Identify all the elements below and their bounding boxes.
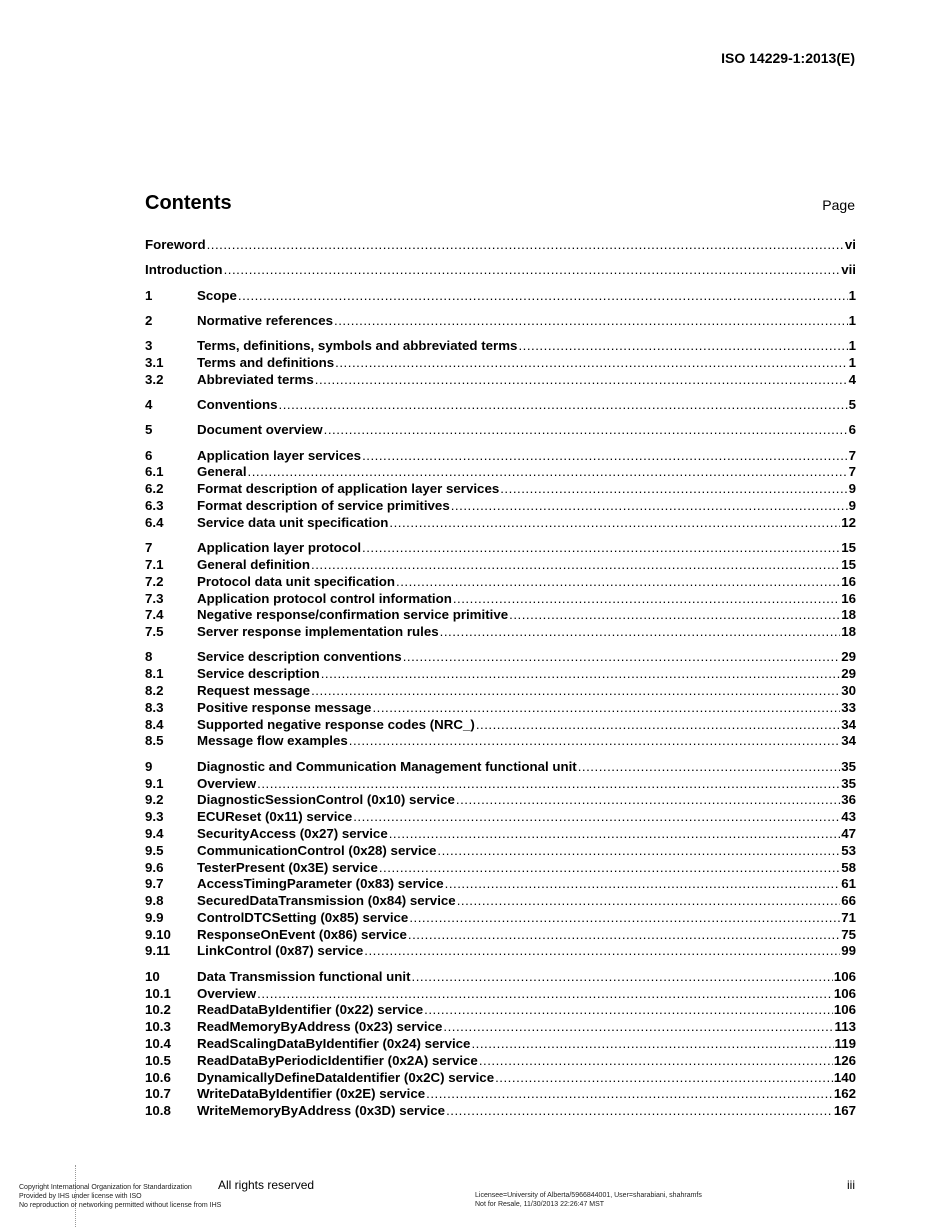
toc-entry[interactable] [145, 649, 856, 666]
toc-entry-number: 7.5 [145, 624, 164, 640]
toc-entry-page: 1 [848, 287, 856, 303]
toc-entry-title: ECUReset (0x11) service [197, 809, 353, 825]
toc-entry[interactable] [145, 237, 856, 254]
toc-entry-page: 53 [841, 842, 856, 858]
toc-entry-title: SecuredDataTransmission (0x84) service [197, 893, 456, 909]
toc-entry[interactable] [145, 683, 856, 700]
toc-entry[interactable] [145, 372, 856, 389]
toc-dot-leader [257, 986, 833, 1003]
toc-entry-page: 140 [833, 1069, 856, 1085]
toc-dot-leader [372, 700, 840, 717]
toc-entry-page: 162 [833, 1086, 856, 1102]
toc-entry-title: ReadScalingDataByIdentifier (0x24) service [197, 1035, 471, 1051]
toc-dot-leader [445, 876, 841, 893]
toc-entry-number: 4 [145, 397, 153, 413]
toc-entry-number: 6 [145, 447, 153, 463]
toc-entry[interactable] [145, 700, 856, 717]
toc-entry-page: 6 [848, 422, 856, 438]
toc-entry[interactable] [145, 355, 856, 372]
toc-entry-number: 3.1 [145, 354, 164, 370]
toc-dot-leader [353, 809, 840, 826]
toc-entry-title: Supported negative response codes (NRC_) [197, 716, 475, 732]
toc-dot-leader [349, 733, 840, 750]
toc-dot-leader [403, 649, 841, 666]
toc-entry-number: 3 [145, 338, 153, 354]
toc-entry[interactable] [145, 969, 856, 986]
toc-entry-number: 7.4 [145, 607, 164, 623]
toc-entry-number: 3.2 [145, 371, 164, 387]
footer-copyright-block [19, 1183, 221, 1210]
contents-heading: Contents [145, 192, 232, 214]
toc-entry[interactable] [145, 759, 856, 776]
toc-entry-number: 8.1 [145, 666, 164, 682]
toc-entry-number: 10.6 [145, 1069, 171, 1085]
toc-entry-title: Message flow examples [197, 733, 348, 749]
toc-entry-page: 18 [841, 624, 856, 640]
toc-group-gap [145, 389, 856, 398]
toc-entry-title: Application protocol control information [197, 590, 452, 606]
toc-entry-number: 10.4 [145, 1035, 171, 1051]
toc-entry-page: 34 [841, 733, 856, 749]
toc-entry-number: 8.5 [145, 733, 164, 749]
toc-entry-number: 9.3 [145, 809, 164, 825]
toc-entry[interactable] [145, 666, 856, 683]
toc-entry-page: vi [844, 237, 856, 252]
toc-entry[interactable] [145, 464, 856, 481]
toc-entry-title: Service description [197, 666, 320, 682]
toc-dot-leader [456, 792, 840, 809]
toc-entry-number: 9.2 [145, 792, 164, 808]
toc-dot-leader [248, 464, 848, 481]
toc-entry-page: 16 [841, 573, 856, 589]
toc-entry-page: 66 [841, 893, 856, 909]
toc-entry-number: 6.3 [145, 498, 164, 514]
toc-entry[interactable] [145, 1103, 856, 1120]
toc-dot-leader [311, 683, 840, 700]
toc-entry-title: ReadDataByIdentifier (0x22) service [197, 1002, 424, 1018]
toc-entry-number: 9.5 [145, 842, 164, 858]
toc-entry-title: CommunicationControl (0x28) service [197, 842, 437, 858]
toc-entry-page: 15 [841, 556, 856, 572]
toc-dot-leader [518, 338, 847, 355]
toc-entry-title: Service data unit specification [197, 514, 389, 530]
toc-entry[interactable] [145, 481, 856, 498]
toc-dot-leader [321, 666, 841, 683]
toc-dot-leader [495, 1070, 833, 1087]
toc-entry-title: SecurityAccess (0x27) service [197, 825, 388, 841]
toc-entry[interactable] [145, 607, 856, 624]
toc-entry-number: 10.1 [145, 985, 171, 1001]
toc-entry[interactable] [145, 843, 856, 860]
toc-entry-page: 71 [841, 909, 856, 925]
toc-group-gap [145, 439, 856, 448]
toc-entry-number: 6.2 [145, 481, 164, 497]
toc-entry-number: 8 [145, 649, 153, 665]
toc-entry-page: 29 [841, 649, 856, 665]
toc-entry[interactable] [145, 313, 856, 330]
toc-entry-page: 9 [848, 498, 856, 514]
toc-entry-number: 10.3 [145, 1019, 171, 1035]
toc-dot-leader [412, 969, 833, 986]
toc-entry-page: 35 [841, 758, 856, 774]
toc-group-gap [145, 279, 856, 288]
toc-group-gap [145, 641, 856, 650]
toc-entry[interactable] [145, 498, 856, 515]
toc-entry-page: 15 [841, 540, 856, 556]
toc-group-gap [145, 960, 856, 969]
toc-entry-title: ResponseOnEvent (0x86) service [197, 926, 407, 942]
toc-entry-title: Protocol data unit specification [197, 573, 395, 589]
toc-entry-page: 5 [848, 397, 856, 413]
toc-entry[interactable] [145, 574, 856, 591]
toc-dot-leader [389, 826, 840, 843]
table-of-contents [145, 237, 856, 1120]
toc-dot-leader [426, 1086, 833, 1103]
toc-group-gap [145, 304, 856, 313]
toc-entry[interactable] [145, 1002, 856, 1019]
toc-dot-leader [578, 759, 840, 776]
toc-entry-page: 106 [833, 968, 856, 984]
toc-entry[interactable] [145, 422, 856, 439]
toc-entry-page: 1 [848, 338, 856, 354]
footer-provider-line: Provided by IHS under license with ISO [19, 1193, 142, 1200]
toc-entry[interactable] [145, 792, 856, 809]
toc-entry-number: 6.1 [145, 464, 164, 480]
toc-entry-page: 113 [834, 1019, 856, 1035]
toc-dot-leader [334, 313, 848, 330]
toc-entry[interactable] [145, 262, 856, 279]
toc-entry-title: Positive response message [197, 699, 372, 715]
toc-entry[interactable] [145, 557, 856, 574]
footer-rights-text: All rights reserved [218, 1178, 315, 1192]
toc-dot-leader [437, 843, 840, 860]
toc-entry-number: 1 [145, 287, 153, 303]
toc-entry-number: 8.4 [145, 716, 164, 732]
toc-entry-page: 119 [834, 1035, 856, 1051]
toc-entry-number: 10.7 [145, 1086, 171, 1102]
toc-dot-leader [364, 943, 840, 960]
toc-entry[interactable] [145, 1019, 856, 1036]
toc-dot-leader [257, 776, 840, 793]
toc-entry-number: 6.4 [145, 514, 164, 530]
toc-entry[interactable] [145, 591, 856, 608]
toc-entry-number: 9.7 [145, 876, 164, 892]
toc-entry-number: 7 [145, 540, 153, 556]
toc-entry-page: 4 [848, 371, 856, 387]
toc-entry-title: Format description of service primitives [197, 498, 450, 514]
toc-entry-title: Terms, definitions, symbols and abbreviated terms [197, 338, 518, 354]
toc-entry-title: Abbreviated terms [197, 371, 314, 387]
toc-entry-page: 9 [848, 481, 856, 497]
toc-entry[interactable] [145, 540, 856, 557]
toc-entry-number: 10.5 [145, 1052, 171, 1068]
footer-license-block [475, 1191, 702, 1209]
toc-dot-leader [335, 355, 847, 372]
toc-entry[interactable] [145, 986, 856, 1003]
toc-dot-leader [446, 1103, 833, 1120]
toc-dot-leader [479, 1053, 833, 1070]
toc-entry-page: 33 [841, 699, 856, 715]
toc-entry[interactable] [145, 809, 856, 826]
toc-entry-title: LinkControl (0x87) service [197, 943, 364, 959]
toc-entry-page: 7 [848, 464, 856, 480]
toc-entry[interactable] [145, 1086, 856, 1103]
toc-entry[interactable] [145, 776, 856, 793]
toc-entry-number: 8.2 [145, 683, 164, 699]
toc-group-gap [145, 254, 856, 263]
toc-dot-leader [471, 1036, 833, 1053]
toc-entry-title: Conventions [197, 397, 278, 413]
toc-entry-title: ControlDTCSetting (0x85) service [197, 909, 409, 925]
toc-entry-title: Server response implementation rules [197, 624, 439, 640]
toc-dot-leader [207, 237, 844, 254]
toc-entry[interactable] [145, 1036, 856, 1053]
toc-entry[interactable] [145, 397, 856, 414]
toc-entry-page: 61 [841, 876, 856, 892]
toc-entry-title: Foreword [145, 237, 206, 252]
toc-entry-title: Application layer protocol [197, 540, 362, 556]
toc-dot-leader [315, 372, 848, 389]
toc-entry-title: WriteMemoryByAddress (0x3D) service [197, 1103, 446, 1119]
toc-entry-page: 1 [848, 312, 856, 328]
toc-dot-leader [324, 422, 848, 439]
document-id: ISO 14229-1:2013(E) [721, 50, 855, 66]
toc-entry-page: 18 [841, 607, 856, 623]
toc-group-gap [145, 414, 856, 423]
toc-dot-leader [409, 910, 840, 927]
toc-dot-leader [443, 1019, 833, 1036]
toc-entry-title: Data Transmission functional unit [197, 968, 411, 984]
toc-entry-number: 2 [145, 312, 153, 328]
toc-dot-leader [238, 288, 848, 305]
toc-entry[interactable] [145, 288, 856, 305]
toc-entry-title: Overview [197, 775, 257, 791]
toc-entry-title: Application layer services [197, 447, 362, 463]
toc-entry-number: 10.8 [145, 1103, 171, 1119]
toc-entry-title: Normative references [197, 312, 333, 328]
toc-dot-leader [396, 574, 840, 591]
footer-reproduction-line: No reproduction or networking permitted without license from IHS [19, 1202, 222, 1209]
toc-entry-title: Request message [197, 683, 311, 699]
toc-entry-title: Diagnostic and Communication Management functional unit [197, 758, 577, 774]
toc-dot-leader [509, 607, 840, 624]
toc-entry-title: DynamicallyDefineDataIdentifier (0x2C) service [197, 1069, 495, 1085]
toc-entry-number: 7.3 [145, 590, 164, 606]
toc-dot-leader [389, 515, 840, 532]
toc-entry-title: Service description conventions [197, 649, 402, 665]
toc-entry[interactable] [145, 624, 856, 641]
toc-entry[interactable] [145, 338, 856, 355]
toc-entry[interactable] [145, 826, 856, 843]
toc-entry-number: 10 [145, 968, 160, 984]
toc-dot-leader [440, 624, 841, 641]
toc-entry-number: 9 [145, 758, 153, 774]
toc-entry-title: Negative response/confirmation service primitive [197, 607, 509, 623]
toc-entry-title: General [197, 464, 247, 480]
toc-entry-page: 1 [848, 354, 856, 370]
toc-dot-leader [451, 498, 848, 515]
toc-entry[interactable] [145, 717, 856, 734]
toc-group-gap [145, 532, 856, 541]
toc-entry-page: 29 [841, 666, 856, 682]
toc-entry-number: 9.4 [145, 825, 164, 841]
toc-dot-leader [311, 557, 840, 574]
toc-dot-leader [476, 717, 840, 734]
toc-entry-title: WriteDataByIdentifier (0x2E) service [197, 1086, 426, 1102]
toc-entry-number: 5 [145, 422, 153, 438]
toc-entry[interactable] [145, 1070, 856, 1087]
toc-entry-number: 9.8 [145, 893, 164, 909]
toc-group-gap [145, 750, 856, 759]
toc-entry-title: DiagnosticSessionControl (0x10) service [197, 792, 455, 808]
toc-entry-page: 47 [841, 825, 856, 841]
toc-entry[interactable] [145, 893, 856, 910]
toc-entry-page: 126 [833, 1052, 856, 1068]
toc-dot-leader [279, 397, 848, 414]
toc-entry-number: 9.6 [145, 859, 164, 875]
toc-entry-page: 34 [841, 716, 856, 732]
toc-entry-page: 75 [841, 926, 856, 942]
toc-entry[interactable] [145, 910, 856, 927]
toc-dot-leader [224, 262, 841, 279]
toc-entry-number: 7.2 [145, 573, 164, 589]
toc-entry-title: Introduction [145, 262, 223, 278]
toc-entry-title: ReadMemoryByAddress (0x23) service [197, 1019, 443, 1035]
toc-entry-page: 35 [841, 775, 856, 791]
toc-dot-leader [362, 448, 848, 465]
toc-entry-page: 12 [841, 514, 856, 530]
toc-dot-leader [453, 591, 840, 608]
toc-dot-leader [457, 893, 841, 910]
toc-dot-leader [424, 1002, 833, 1019]
toc-entry-number: 7.1 [145, 556, 164, 572]
toc-entry-number: 9.1 [145, 775, 164, 791]
toc-entry-number: 9.11 [145, 943, 171, 959]
toc-entry-page: 106 [833, 985, 856, 1001]
toc-entry[interactable] [145, 943, 856, 960]
toc-entry[interactable] [145, 515, 856, 532]
toc-entry-title: Overview [197, 985, 257, 1001]
toc-entry-page: vii [841, 262, 856, 278]
toc-dot-leader [408, 927, 840, 944]
toc-group-gap [145, 330, 856, 339]
toc-entry-page: 99 [841, 943, 856, 959]
footer-page-number: iii [847, 1178, 855, 1192]
toc-dot-leader [362, 540, 840, 557]
footer-copyright-line: Copyright International Organization for Standardization [19, 1184, 192, 1191]
toc-entry-page: 7 [848, 447, 856, 463]
toc-dot-leader [500, 481, 847, 498]
toc-entry-number: 8.3 [145, 699, 164, 715]
toc-entry-title: Document overview [197, 422, 323, 438]
toc-entry-title: ReadDataByPeriodicIdentifier (0x2A) service [197, 1052, 478, 1068]
toc-entry-number: 10.2 [145, 1002, 171, 1018]
toc-entry-title: Format description of application layer services [197, 481, 500, 497]
toc-entry[interactable] [145, 733, 856, 750]
toc-entry-title: Scope [197, 287, 237, 303]
footer-resale-line: Not for Resale, 11/30/2013 22:26:47 MST [475, 1201, 605, 1208]
footer-licensee-line: Licensee=University of Alberta/5966844001, User=sharabiani, shahramfs [475, 1192, 702, 1199]
toc-entry[interactable] [145, 876, 856, 893]
toc-entry-title: Terms and definitions [197, 354, 335, 370]
page-column-label: Page [822, 197, 855, 213]
toc-entry-title: TesterPresent (0x3E) service [197, 859, 378, 875]
toc-entry[interactable] [145, 1053, 856, 1070]
toc-dot-leader [379, 860, 840, 877]
toc-entry-page: 167 [833, 1103, 856, 1119]
toc-entry-page: 43 [841, 809, 856, 825]
toc-entry[interactable] [145, 927, 856, 944]
toc-entry-page: 58 [841, 859, 856, 875]
toc-entry-page: 106 [833, 1002, 856, 1018]
toc-entry-number: 9.9 [145, 909, 164, 925]
toc-entry-page: 36 [841, 792, 856, 808]
toc-entry-title: AccessTimingParameter (0x83) service [197, 876, 444, 892]
toc-entry-page: 30 [841, 683, 856, 699]
toc-entry-number: 9.10 [145, 926, 171, 942]
toc-entry-page: 16 [841, 590, 856, 606]
toc-entry-title: General definition [197, 556, 311, 572]
toc-entry[interactable] [145, 860, 856, 877]
toc-entry[interactable] [145, 448, 856, 465]
